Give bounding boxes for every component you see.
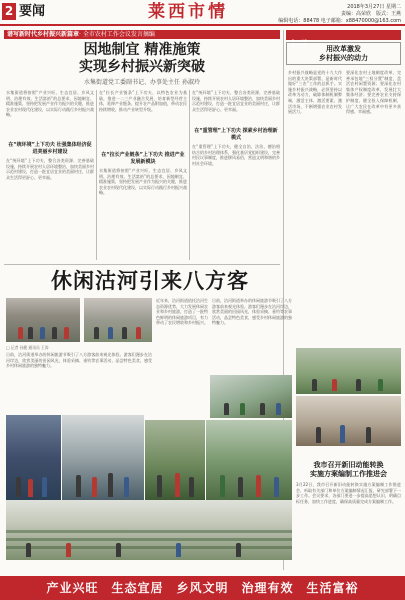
main-headline-line2: 实现乡村振兴新突破 <box>79 59 205 75</box>
article-paragraph: 水集街道将按照“产业兴旺、生态宜居、乡风文明、治理有效、生活富裕”的总要求，因地制宜、精准施策，坚持把发展产业作为振兴的关键，推进农业农村现代化建设，以实际行动践行乡村振兴战略。 <box>6 90 94 118</box>
top-banner-sub: · 全市农村工作会议发言摘编 <box>79 31 155 38</box>
column-divider <box>189 90 190 260</box>
news-photo <box>145 420 205 500</box>
bottom-article-paragraph: 日前，沽河街道举办的休闲旅游节吸引了八方游客前来观光体验。游客们漫步在沽河岸边，欣赏美丽的田园风光，体验采摘、垂钓等农事活动，品尝特色美食，感受乡村休闲旅游的独特魅力。 <box>212 298 292 326</box>
side-bottom-paragraph: 3月22日，我市召开新旧动能转换实施方案编制工作推进会，听取有关部门和单位方案编制情况汇报，研究部署下一步工作。会议要求，各部门要进一步提高思想认识，明确目标任务，加快工作进度，确保高质量完成方案编制工作。 <box>296 482 401 504</box>
bottom-article-caption: □ 记者 孙健 通讯员 王涛 <box>6 345 49 350</box>
side-paragraph: 要深化农村土地制度改革，完善承包地“三权分置”制度，盘活农村闲置资源；要深化农村集体产权制度改革，发展壮大集体经济；要完善农业支持保护制度，健全投入保障机制，让广大农民在改革中有更多获得感、幸福感。 <box>346 70 401 115</box>
masthead <box>0 0 405 28</box>
big-headline: 休闲沽河引来八方客 <box>51 268 249 293</box>
bottom-slogan: 产业兴旺 生态宜居 乡风文明 治理有效 生活富裕 <box>46 581 359 595</box>
news-photo <box>296 396 401 446</box>
article-paragraph: 在“统环境”上下功夫，整合各类资源，完善基础设施，持续开展农村人居环境整治，加快美丽乡村示范村建设，打造一批宜居宜业的美丽村庄，让群众生活得更舒心、更幸福。 <box>6 158 94 180</box>
editor-line: 责编：高荣欣 版式：王燕 <box>340 11 401 17</box>
masthead-rule <box>0 24 405 26</box>
article-paragraph: 在“统环境”上下功夫，整合各类资源，完善基础设施，持续开展农村人居环境整治，加快美丽乡村示范村建设，打造一批宜居宜业的美丽村庄，让群众生活得更舒心、更幸福。 <box>192 90 280 112</box>
side-paragraph: 乡村振兴战略是党的十九大作出的重大决策部署，是新时代做好“三农”工作的总抓手。实施乡村振兴战略，必须坚持以改革为动力，破除体制机制弊端，激活主体、激活要素、激活市场，不断增强农业农村发展活力。 <box>288 70 342 115</box>
date-line: 2018年3月27日 星期二 <box>347 4 401 10</box>
column-divider <box>96 90 97 260</box>
side-title-line2: 乡村振兴的动力 <box>319 53 368 62</box>
news-photo <box>210 375 292 418</box>
side-subhead-line1: 我市召开新旧动能转换 <box>313 460 384 469</box>
side-column-label <box>286 30 401 47</box>
side-label-text: 今日谈 <box>290 40 309 47</box>
paper-name: 莱西市情 <box>148 2 228 22</box>
side-title <box>286 44 401 62</box>
top-banner <box>4 30 280 39</box>
phone-line: 编辑电话：88478 电子邮箱：x88470000@163.com <box>278 18 401 24</box>
news-photo <box>6 500 292 560</box>
section-divider <box>4 264 280 265</box>
bottom-article-paragraph: 近年来，沽河街道依托沽河生态资源优势，大力发展休闲农业和乡村旅游，打造了一批特色鲜明的休闲旅游项目，有力带动了农民增收和乡村振兴。 <box>156 298 208 326</box>
article-subhead: 在“重管理”上下功夫 探索乡村治理新模式 <box>194 128 278 141</box>
article-subhead: 在“拉长产业链条”上下功夫 推进产业发展新模块 <box>101 152 185 165</box>
side-subhead <box>296 460 401 478</box>
news-photo <box>206 420 292 500</box>
article-subhead: 在“统环境”上下功夫 壮强集体经济促进美丽乡村建设 <box>8 142 92 155</box>
article-paragraph: 在“拉长产业链条”上下功夫，以特色农业为基础，推进一二三产业融合发展，培育新型经营主体，延伸产业链条，提升农产品附加值，带动农民持续增收，推动产业转型升级。 <box>99 90 187 112</box>
side-title-line1: 用改革激发 <box>326 44 361 53</box>
top-banner-text <box>7 30 155 39</box>
main-headline-subtitle: 水集街道党工委副书记、办事处主任 孙淑玲 <box>84 79 200 86</box>
news-photo <box>84 298 152 342</box>
news-photo <box>296 348 401 394</box>
bottom-article-paragraph: 日前，沽河街道举办的休闲旅游节吸引了八方游客前来观光体验。游客们漫步在沽河岸边，欣赏美丽的田园风光，体验采摘、垂钓等农事活动，品尝特色美食，感受乡村休闲旅游的独特魅力。 <box>6 352 152 369</box>
page-number: 2 <box>2 3 16 20</box>
main-headline <box>4 42 280 88</box>
section-name: 要闻 <box>19 4 46 19</box>
news-photo <box>6 298 80 342</box>
article-paragraph: 在“重管理”上下功夫，健全自治、法治、德治相结合的乡村治理体系，强化基层党组织建设，完善村民议事制度，推进移风易俗，营造文明和谐的乡村社会环境。 <box>192 144 280 166</box>
news-photo <box>62 415 144 500</box>
masthead-info <box>278 4 401 25</box>
top-banner-label: 谱写新时代乡村振兴新篇章 <box>7 31 80 38</box>
side-subhead-line2: 实施方案编制工作推进会 <box>310 469 387 478</box>
article-paragraph: 水集街道将按照“产业兴旺、生态宜居、乡风文明、治理有效、生活富裕”的总要求，因地制宜、精准施策，坚持把发展产业作为振兴的关键，推进农业农村现代化建设，以实际行动践行乡村振兴战略。 <box>99 168 187 196</box>
bottom-slogan-bar <box>0 576 405 600</box>
main-headline-line1: 因地制宜 精准施策 <box>83 42 201 58</box>
news-photo <box>6 415 61 500</box>
